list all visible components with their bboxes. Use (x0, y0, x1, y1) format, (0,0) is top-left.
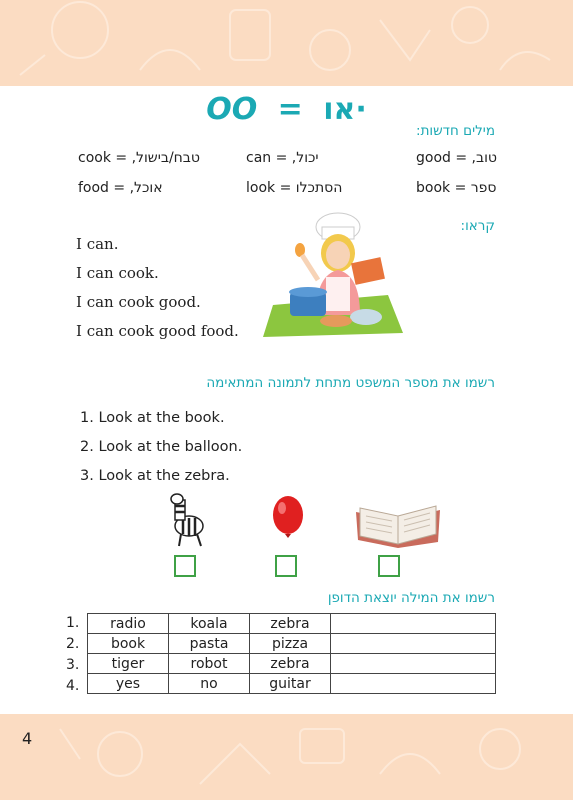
match-item-3: 3. Look at the zebra. (80, 468, 230, 484)
match-item-2: 2. Look at the balloon. (80, 439, 243, 455)
table-row (88, 654, 496, 674)
table-cell: book (88, 634, 169, 654)
page-title (0, 92, 573, 127)
book-picture (352, 498, 444, 550)
new-words-heading: מילים חדשות: (416, 123, 495, 139)
table-row (88, 614, 496, 634)
row-number-4: 4. (66, 678, 80, 694)
zebra-answer-box[interactable] (174, 555, 196, 577)
table-cell: zebra (250, 614, 331, 634)
odd-one-out-table (87, 613, 496, 694)
answer-cell[interactable] (331, 654, 496, 674)
sentence-4: I can cook good food. (76, 322, 239, 340)
table-cell: pizza (250, 634, 331, 654)
balloon-picture (270, 495, 306, 550)
match-item-1: 1. Look at the book. (80, 410, 225, 426)
vocab-item-look: look = הסתכלו (246, 180, 343, 196)
sentence-2: I can cook. (76, 264, 159, 282)
row-number-1: 1. (66, 615, 80, 631)
table-cell: guitar (250, 674, 331, 694)
title-letters: OO (206, 92, 258, 127)
table-cell: radio (88, 614, 169, 634)
row-number-2: 2. (66, 636, 80, 652)
table-row (88, 634, 496, 654)
vocab-item-food: food = אוכל, (78, 180, 163, 196)
sentence-3: I can cook good. (76, 293, 201, 311)
balloon-answer-box[interactable] (275, 555, 297, 577)
book-answer-box[interactable] (378, 555, 400, 577)
read-heading: קראו: (460, 218, 495, 234)
doodle-pattern (0, 714, 573, 800)
table-cell: no (169, 674, 250, 694)
table-cell: tiger (88, 654, 169, 674)
bottom-decorative-band (0, 714, 573, 800)
vocab-item-good: good = טוב, (416, 150, 497, 166)
table-cell: koala (169, 614, 250, 634)
match-instruction: רשמו את מספר המשפט מתחת לתמונה המתאימה (206, 375, 495, 391)
top-decorative-band (0, 0, 573, 86)
odd-one-out-instruction: רשמו את המילה יוצאת הדופן (327, 590, 495, 606)
title-equals: = (277, 92, 303, 127)
vocab-item-book: book = ספר (416, 180, 497, 196)
row-number-3: 3. (66, 657, 80, 673)
title-hebrew: או· (323, 92, 367, 127)
answer-cell[interactable] (331, 614, 496, 634)
zebra-picture (163, 490, 211, 548)
table-cell: robot (169, 654, 250, 674)
doodle-pattern (0, 0, 573, 86)
table-cell: pasta (169, 634, 250, 654)
table-row (88, 674, 496, 694)
vocab-item-cook: cook = טבח/בישול, (78, 150, 200, 166)
answer-cell[interactable] (331, 674, 496, 694)
page-number: 4 (22, 729, 33, 748)
vocab-item-can: can = יכול, (246, 150, 319, 166)
table-cell: yes (88, 674, 169, 694)
answer-cell[interactable] (331, 634, 496, 654)
chef-illustration (258, 205, 408, 340)
table-cell: zebra (250, 654, 331, 674)
sentence-1: I can. (76, 235, 119, 253)
